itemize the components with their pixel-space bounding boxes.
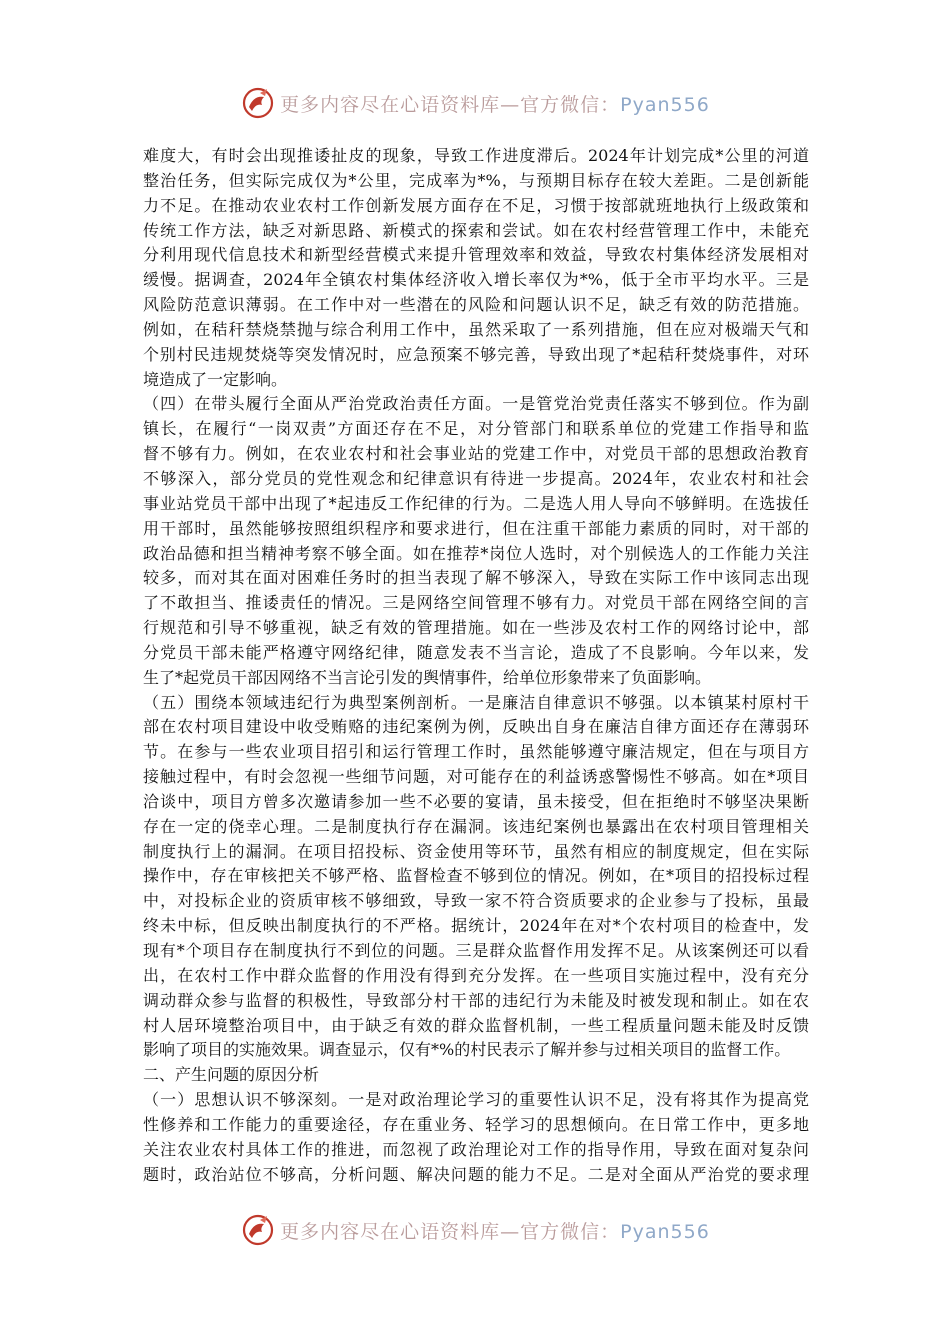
text-line: 中，对投标企业的资质审核不够细致，导致一家不符合资质要求的企业参与了投标，虽最 [143,891,809,911]
text-line: 例如，在秸秆禁烧禁抛与综合利用工作中，虽然采取了一系列措施，但在应对极端天气和 [143,319,809,339]
text-line: 终未中标，但反映出制度执行的不严格。据统计，2024年在对*个农村项目的检查中，发 [143,916,809,936]
text-line: 性修养和工作能力的重要途径，存在重业务、轻学习的思想倾向。在日常工作中，更多地 [143,1114,809,1134]
text-line: 现有*个项目存在制度执行不到位的问题。三是群众监督作用发挥不足。从该案例还可以看 [143,941,809,960]
text-line: 个别村民违规焚烧等突发情况时，应急预案不够完善，导致出现了*起秸秆焚烧事件，对环 [143,344,809,364]
text-line: 传统工作方法，缺乏对新思路、新模式的探索和尝试。如在农村经营管理工作中，未能充 [143,220,809,240]
text-line: 境造成了一定影响。 [143,369,288,389]
text-line: 二、产生问题的原因分析 [143,1065,320,1085]
text-line: 缓慢。据调查，2024年全镇农村集体经济收入增长率仅为*%，低于全市平均水平。三是 [143,270,809,290]
watermark-text: 更多内容尽在心语资料库—官方微信：Pyan556 [280,93,710,116]
text-line: 分利用现代信息技术和新型经营模式来提升管理效率和效益，导致农村集体经济发展相对 [143,245,809,265]
footer-watermark-banner [0,1210,950,1250]
text-line: 关注农业农村具体工作的推进，而忽视了政治理论对工作的指导作用，导致在面对复杂问 [143,1139,809,1159]
text-line: （五）围绕本领域违纪行为典型案例剖析。一是廉洁自律意识不够强。以本镇某村原村干 [143,692,809,712]
text-line: 调动群众参与监督的积极性，导致部分村干部的违纪行为未能及时被发现和制止。如在农 [143,990,809,1010]
text-line: 较多，而对其在面对困难任务时的担当表现了解不够深入，导致在实际工作中该同志出现 [143,568,809,588]
text-line: 洽谈中，项目方曾多次邀请参加一些不必要的宴请，虽未接受，但在拒绝时不够坚决果断 [143,791,809,811]
text-line: 整治任务，但实际完成仅为*公里，完成率为*%，与预期目标存在较大差距。二是创新能 [143,170,809,190]
text-line: 不够深入，部分党员的党性观念和纪律意识有待进一步提高。2024年，农业农村和社会 [143,468,809,488]
text-line: 政治品德和担当精神考察不够全面。如在推荐*岗位人选时，对个别候选人的工作能力关注 [143,543,809,563]
text-line: 操作中，存在审核把关不够严格、监督检查不够到位的情况。例如，在*项目的招投标过程 [143,866,809,886]
text-line: 生了*起党员干部因网络不当言论引发的舆情事件，给单位形象带来了负面影响。 [143,667,712,687]
text-line: 事业站党员干部中出现了*起违反工作纪律的行为。二是选人用人导向不够鲜明。在选拔任 [143,493,809,513]
text-line: 督不够有力。例如，在农业农村和社会事业站的党建工作中，对党员干部的思想政治教育 [143,444,809,464]
text-line: （四）在带头履行全面从严治党政治责任方面。一是管党治党责任落实不够到位。作为副 [143,394,809,414]
text-line: 存在一定的侥幸心理。二是制度执行存在漏洞。该违纪案例也暴露出在农村项目管理相关 [143,816,809,836]
text-line: 行规范和引导不够重视，缺乏有效的管理措施。如在一些涉及农村工作的网络讨论中，部 [143,618,809,638]
text-line: 题时，政治站位不够高，分析问题、解决问题的能力不足。二是对全面从严治党的要求理 [143,1164,809,1184]
watermark-logo-icon [240,1212,276,1248]
text-line: 了不敢担当、推诿责任的情况。三是网络空间管理不够有力。对党员干部在网络空间的言 [143,593,809,613]
text-line: 影响了项目的实施效果。调查显示，仅有*%的村民表示了解并参与过相关项目的监督工作。 [143,1040,791,1060]
watermark-text: 更多内容尽在心语资料库—官方微信：Pyan556 [280,1220,710,1243]
text-line: （一）思想认识不够深刻。一是对政治理论学习的重要性认识不足，没有将其作为提高党 [143,1090,809,1110]
text-line: 接触过程中，有时会忽视一些细节问题，对可能存在的利益诱惑警惕性不够高。如在*项目 [143,767,809,787]
text-line: 镇长，在履行“一岗双责”方面还存在不足，对分管部门和联系单位的党建工作指导和监 [143,419,809,439]
text-line: 部在农村项目建设中收受贿赂的违纪案例为例，反映出自身在廉洁自律方面还存在薄弱环 [143,717,809,737]
document-body [143,144,809,1187]
text-line: 风险防范意识薄弱。在工作中对一些潜在的风险和问题认识不足，缺乏有效的防范措施。 [143,295,809,315]
text-line: 节。在参与一些农业项目招引和运行管理工作时，虽然能够遵守廉洁规定，但在与项目方 [143,742,809,762]
watermark-logo-icon [240,85,276,121]
text-line: 难度大，有时会出现推诿扯皮的现象，导致工作进度滞后。2024年计划完成*公里的河道 [143,146,809,165]
header-watermark-banner [0,83,950,123]
text-line: 制度执行上的漏洞。在项目招投标、资金使用等环节，虽然有相应的制度规定，但在实际 [143,841,809,861]
text-line: 力不足。在推动农业农村工作创新发展方面存在不足，习惯于按部就班地执行上级政策和 [143,195,809,215]
text-line: 村人居环境整治项目中，由于缺乏有效的群众监督机制，一些工程质量问题未能及时反馈 [143,1015,809,1035]
text-line: 用干部时，虽然能够按照组织程序和要求进行，但在注重干部能力素质的同时，对干部的 [143,518,809,538]
text-line: 分党员干部未能严格遵守网络纪律，随意发表不当言论，造成了不良影响。今年以来，发 [143,642,809,662]
text-line: 出，在农村工作中群众监督的作用没有得到充分发挥。在一些项目实施过程中，没有充分 [143,965,809,985]
